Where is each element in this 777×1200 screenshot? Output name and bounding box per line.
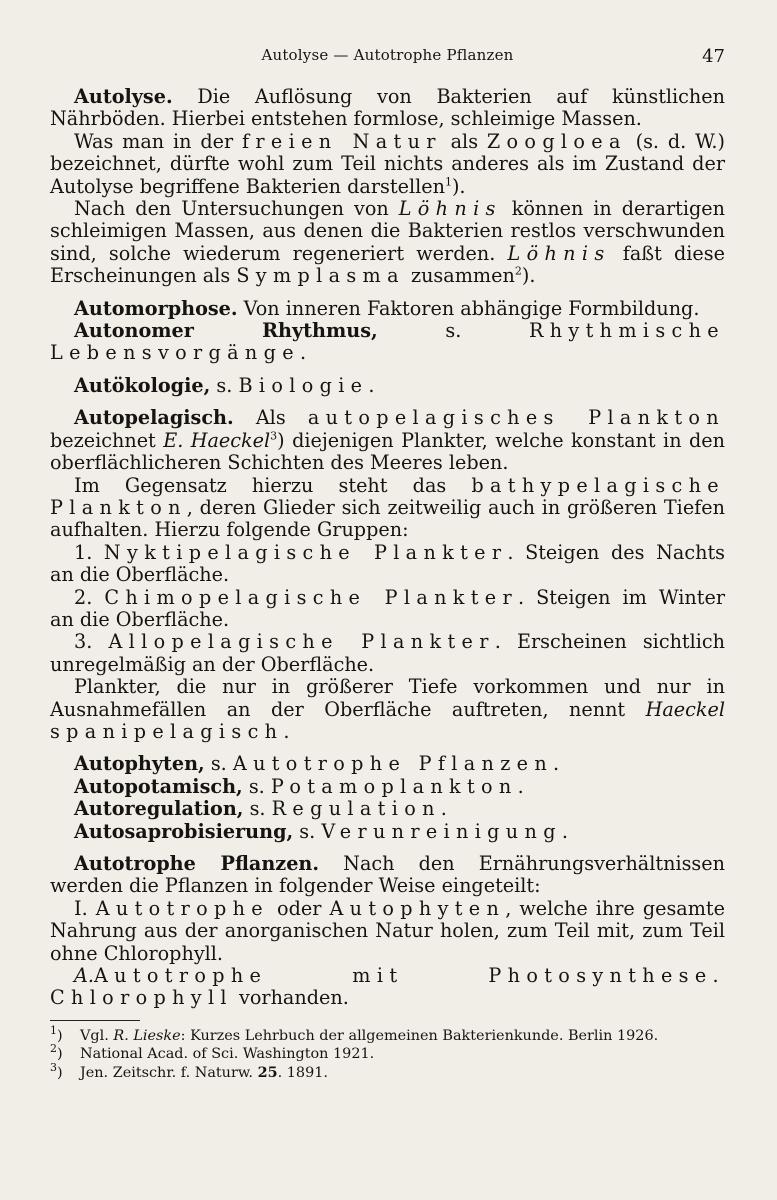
footnote-number: 1 <box>50 1024 57 1038</box>
entry-term: Autophyten, <box>74 752 205 776</box>
text-run: . <box>561 819 568 843</box>
plankton-group-3 <box>50 631 725 676</box>
group-description: . Steigen im Winter an die Oberfläche. <box>50 585 726 631</box>
entry-autopelagisch <box>50 407 725 474</box>
text-run: . <box>517 774 524 798</box>
spaced-term: Zoogloea <box>486 129 627 153</box>
group-number: 1. <box>74 540 104 564</box>
page-number: 47 <box>702 46 725 67</box>
section-letter: A. <box>74 964 94 988</box>
footnote-number: 3 <box>50 1060 57 1074</box>
entry-autoekologie <box>50 375 725 397</box>
group-description: . Erscheinen sichtlich unregelmäßig an der Oberfläche. <box>50 630 726 676</box>
text-run: National Acad. of Sci. Washington 1921. <box>80 1046 375 1063</box>
text-run: s. <box>210 373 239 397</box>
plankton-group-2 <box>50 587 725 632</box>
entry-autopelagisch-paragraph-2 <box>50 475 725 542</box>
text-run: . <box>368 373 375 397</box>
text-run: . <box>283 719 290 743</box>
text-run: s. <box>293 819 322 843</box>
entry-term: Autoregulation, <box>74 797 244 821</box>
text-run: Als <box>233 406 308 430</box>
entry-autopelagisch-paragraph-3 <box>50 676 725 743</box>
text-run: Plankter, die nur in größerer Tiefe vorkommen und nur in Ausnahmefällen an der Oberfläche auftreten, nennt <box>50 675 725 721</box>
spaced-term: freien Natur <box>241 129 442 153</box>
cross-reference: Autotrophe Pflanzen <box>232 752 554 776</box>
running-head <box>50 40 725 78</box>
entry-autonomer-rhythmus <box>50 320 725 365</box>
entry-autolyse <box>50 86 725 131</box>
text-run: können in derartigen schleimigen Massen, aus denen die Bakterien restlos verschwunden sind, solche wiederum regeneriert werden. <box>50 197 725 265</box>
text-run: ) diejenigen Plankter, welche konstant in den oberflächlicheren Schichten des Meeres leben. <box>50 428 725 475</box>
text-run: zusammen <box>404 264 515 288</box>
text-run: . 1891. <box>277 1064 328 1081</box>
spaced-term: Autophyten <box>329 896 506 920</box>
text-run: s. <box>242 774 271 798</box>
entry-autotrophe-pflanzen <box>50 853 725 898</box>
entry-autophyten <box>50 753 725 775</box>
text-run: faßt diese Erscheinungen als <box>50 241 725 288</box>
group-name: Allopelagische Plankter <box>108 630 495 654</box>
entry-autolyse-paragraph-2 <box>50 131 725 198</box>
text-run: vorhanden. <box>232 986 349 1010</box>
footnote-mark: $^2$) <box>50 1042 63 1063</box>
group-description: . Steigen des Nachts an die Oberfläche. <box>50 540 726 587</box>
spaced-term: Autotrophe mit Photosynthese. Chlorophyll <box>50 964 725 1010</box>
author-name: Löhnis <box>507 241 611 265</box>
text-run: s. <box>243 797 272 821</box>
entry-autosaprobisierung <box>50 821 725 843</box>
cross-reference: Biologie <box>238 373 369 397</box>
entry-term: Autotrophe Pflanzen. <box>74 852 320 875</box>
text-run: , welche ihre gesamte Nahrung aus der anorganischen Natur holen, zum Teil mit, zum Teil ohne Chlorophyll. <box>50 896 725 965</box>
entry-automorphose <box>50 298 725 320</box>
text-run: s. <box>204 752 233 776</box>
text-run: bezeichnet <box>50 428 164 452</box>
group-number: 3. <box>74 630 109 654</box>
footnote-3 <box>50 1060 725 1082</box>
footnote-ref: 3 <box>270 429 278 443</box>
author-name: Löhnis <box>398 197 502 221</box>
footnote-ref: 2 <box>514 264 522 278</box>
entry-text: Die Auflösung von Bakterien auf künstlichen Nährböden. Hierbei entstehen formlose, schleimige Massen. <box>50 85 725 131</box>
text-run: I. <box>74 896 96 920</box>
footnote-2 <box>50 1042 725 1063</box>
entry-term: Autökologie, <box>74 373 211 397</box>
text-run: Jen. Zeitschr. f. Naturw. <box>80 1064 258 1081</box>
entry-text: Von inneren Faktoren abhängige Formbildung. <box>237 296 700 320</box>
group-number: 2. <box>74 585 105 609</box>
footnote-number: 2 <box>50 1042 57 1056</box>
entry-term: Autonomer Rhythmus, <box>74 319 378 343</box>
text-run: ). <box>521 264 536 288</box>
entry-term: Autopotamisch, <box>74 774 243 798</box>
cross-reference: Potamoplankton <box>270 774 518 798</box>
entry-autoregulation <box>50 798 725 820</box>
entry-autotrophe-paragraph-3 <box>50 965 725 1010</box>
footnote-1 <box>50 1024 725 1045</box>
footnote-mark: $^1$) <box>50 1024 63 1044</box>
entry-term: Autosaprobisierung, <box>74 819 294 843</box>
text-run: als <box>441 129 487 153</box>
text-run: Im Gegensatz hierzu steht das <box>74 473 472 497</box>
text-run: : Kurzes Lehrbuch der allgemeinen Bakterienkunde. Berlin 1926. <box>180 1027 659 1044</box>
entry-autopotamisch <box>50 776 725 798</box>
text-run: , deren Glieder sich zeitweilig auch in größeren Tiefen aufhalten. Hierzu folgende Gruppen: <box>50 495 725 542</box>
author-name: Haeckel <box>645 697 725 721</box>
group-name: Chimopelagische Plankter <box>104 585 519 609</box>
footnote-divider <box>50 1020 140 1021</box>
plankton-group-1 <box>50 542 725 587</box>
author-name: R. Lieske <box>113 1027 181 1044</box>
entry-term: Autolyse. <box>74 85 173 108</box>
text-run: . <box>553 752 560 776</box>
spaced-term: Symplasma <box>236 264 405 288</box>
text-run: . <box>440 797 447 821</box>
running-head-title: Autolyse — Autotrophe Pflanzen <box>261 46 514 64</box>
spaced-term: Autotrophe <box>95 896 269 920</box>
spaced-term: bathypelagische Plankton <box>50 473 725 519</box>
text-run: (s. d. W.) bezeichnet, dürfte wohl zum Teil nichts anderes als im Zustand der Autolyse begriffene Bakterien darstellen <box>50 129 726 198</box>
spaced-term: spanipelagisch <box>50 719 284 743</box>
footnote-ref: 1 <box>444 175 452 189</box>
entry-term: Automorphose. <box>74 296 238 320</box>
entry-autolyse-paragraph-3 <box>50 198 725 288</box>
footnotes <box>50 1024 725 1082</box>
text-run: s. <box>377 319 529 343</box>
text-run: Was man in der <box>74 129 242 153</box>
volume-number: 25 <box>257 1063 278 1081</box>
lexicon-body <box>50 86 725 1010</box>
group-name: Nyktipelagische Plankter <box>103 540 508 564</box>
entry-term: Autopelagisch. <box>74 406 234 430</box>
author-name: E. Haeckel <box>163 428 271 452</box>
cross-reference: Verunreinigung <box>321 819 562 843</box>
spaced-term: autopelagisches Plankton <box>307 406 725 430</box>
text-run: Vgl. <box>80 1027 114 1044</box>
entry-autotrophe-paragraph-2 <box>50 898 725 965</box>
text-run: oder <box>269 896 330 920</box>
text-run: Nach den Untersuchungen von <box>74 197 399 221</box>
text-run: . <box>299 341 307 365</box>
cross-reference: Rhythmische Lebensvorgänge <box>50 319 725 365</box>
cross-reference: Regulation <box>271 797 441 821</box>
text-run: ). <box>451 174 466 198</box>
footnote-mark: $^3$) <box>50 1060 63 1081</box>
entry-text: Nach den Ernährungsverhältnissen werden die Pflanzen in folgender Weise eingeteilt: <box>50 852 725 898</box>
